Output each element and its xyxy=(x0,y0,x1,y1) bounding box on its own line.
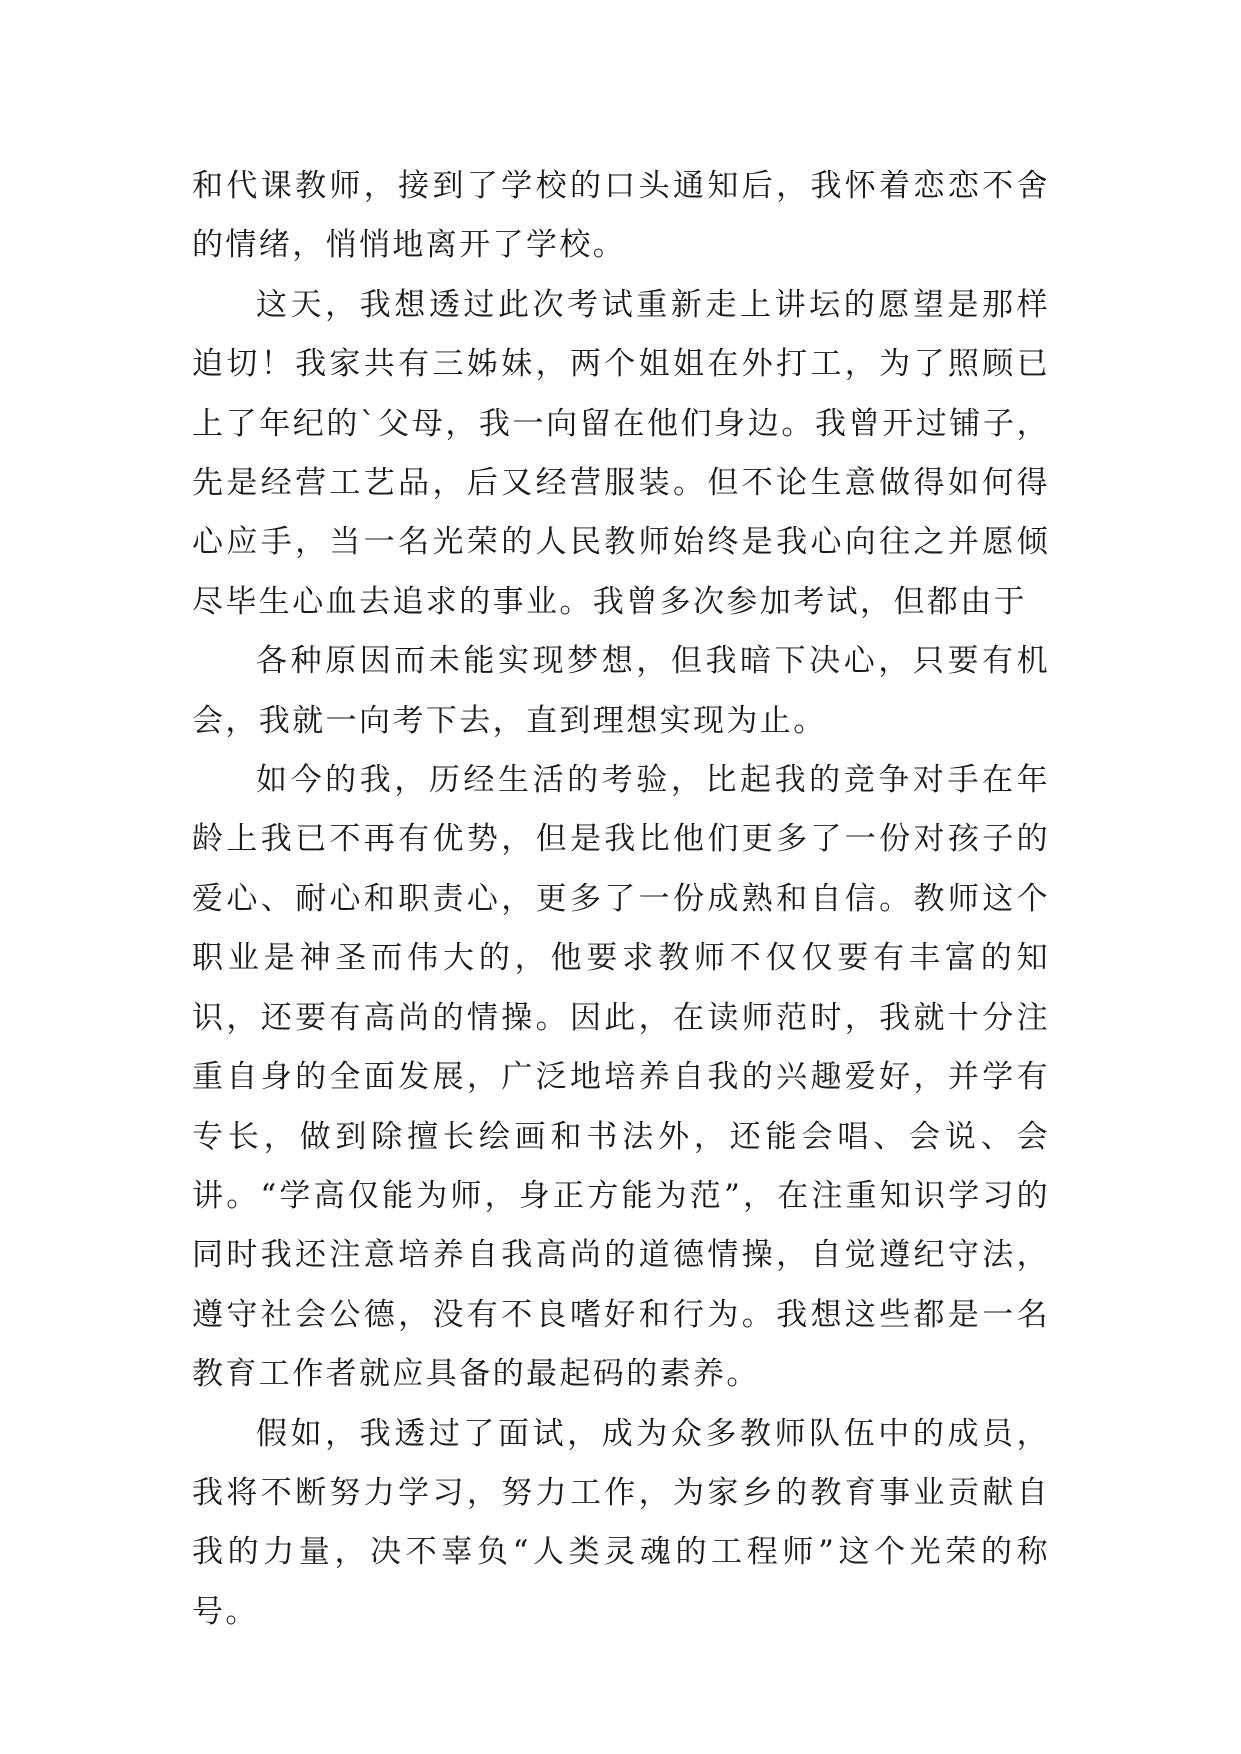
paragraph-aspiration: 这天，我想透过此次考试重新走上讲坛的愿望是那样迫切！我家共有三姊妹，两个姐姐在外打工，为了照顾已上了年纪的`父母，我一向留在他们身边。我曾开过铺子，先是经营工艺品，后又经营服装。但不论生意做得如何得心应手，当一名光荣的人民教师始终是我心向往之并愿倾尽毕生心血去追求的事业。我曾多次参加考试，但都由于 xyxy=(192,286,1050,620)
paragraph-commitment: 假如，我透过了面试，成为众多教师队伍中的成员，我将不断努力学习，努力工作，为家乡的教育事业贡献自我的力量，决不辜负“人类灵魂的工程师”这个光荣的称号。 xyxy=(192,1415,1050,1630)
paragraph-determination: 各种原因而未能实现梦想，但我暗下决心，只要有机会，我就一向考下去，直到理想实现为止。 xyxy=(192,643,1050,739)
paragraph-continuation: 和代课教师，接到了学校的口头通知后，我怀着恋恋不舍的情绪，悄悄地离开了学校。 xyxy=(192,168,1050,264)
paragraph-qualifications: 如今的我，历经生活的考验，比起我的竞争对手在年龄上我已不再有优势，但是我比他们更多了一份对孩子的爱心、耐心和职责心，更多了一份成熟和自信。教师这个职业是神圣而伟大的，他要求教师不仅仅要有丰富的知识，还要有高尚的情操。因此，在读师范时，我就十分注重自身的全面发展，广泛地培养自我的兴趣爱好，并学有专长，做到除擅长绘画和书法外，还能会唱、会说、会讲。“学高仅能为师，身正方能为范”，在注重知识学习的同时我还注意培养自我高尚的道德情操，自觉遵纪守法，遵守社会公德，没有不良嗜好和行为。我想这些都是一名教育工作者就应具备的最起码的素养。 xyxy=(192,762,1050,1393)
document-body xyxy=(192,157,1050,1642)
